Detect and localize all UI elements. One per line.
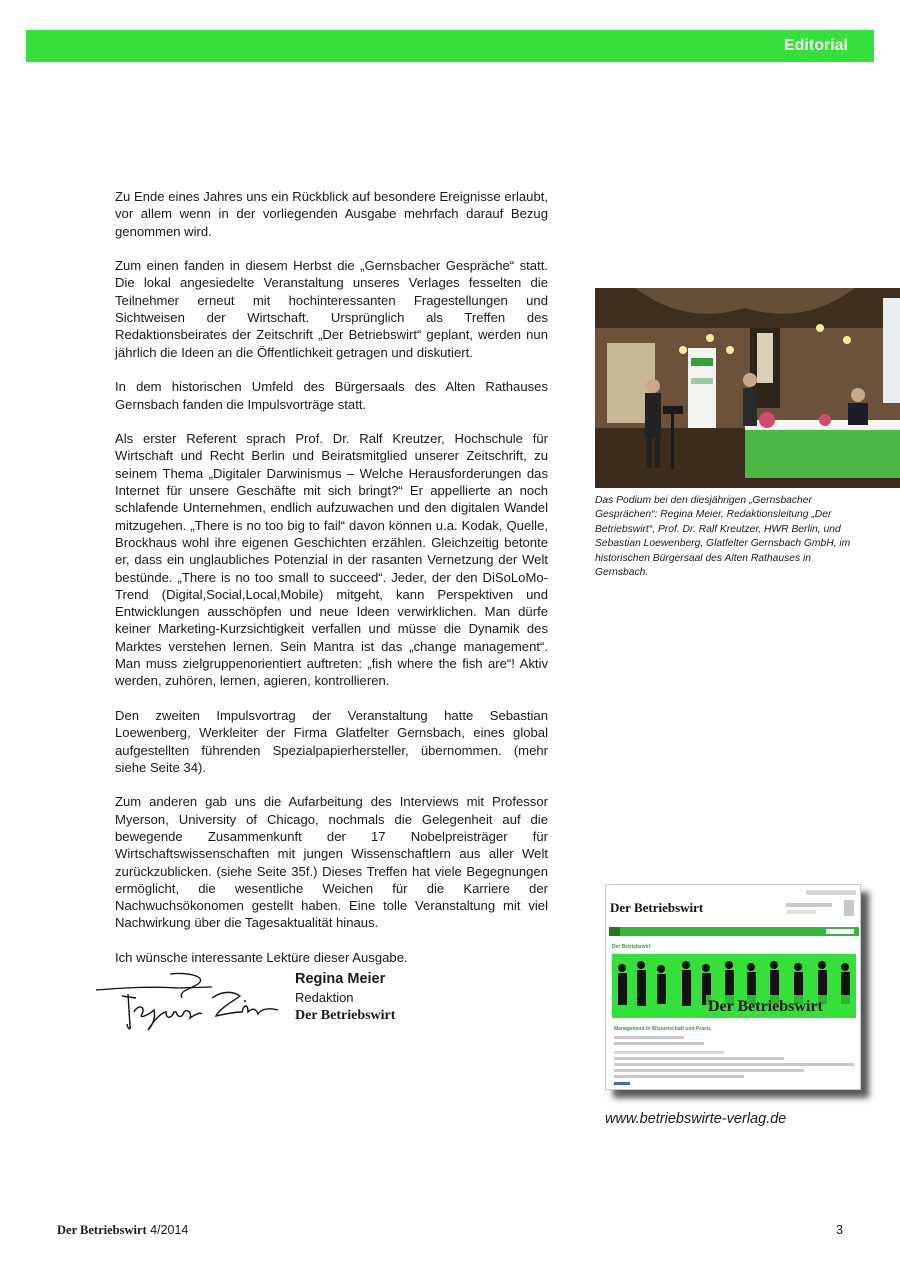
footer-issue xyxy=(57,1223,188,1238)
paragraph: Zum einen fanden in diesem Herbst die „Gernsbacher Gespräche“ statt. Die lokal angesiedelte Veranstaltung unseres Verlages fesselten die Teilnehmer erneut mit hochinteressanten Fragestellungen und Sichtweisen der Wirtschaft. Ursprünglich als Treffen des Redaktionsbeirates der Zeitschrift „Der Betriebswirt“ geplant, werden nun jährlich die Ideen an die Öffentlichkeit getragen und diskutiert. xyxy=(115,258,548,360)
paragraph: Zum anderen gab uns die Aufarbeitung des Interviews mit Professor Myerson, University of Chicago, nochmals die Gelegenheit auf die bewegende Zusammenkunft der 17 Nobelpreisträger für Wirtschaftswissenschaften mit jungen Wissenschaftlern aus aller Welt zurückzublicken. (siehe Seite 35f.) Dieses Treffen hat viele Begegnungen ermöglicht, die wesentliche Weichen für die Karriere der Nachwuchsökonomen gestellt haben. Eine tolle Veranstaltung mit viel Nachwirkung über die Tagesaktualität hinaus. xyxy=(115,794,548,931)
editor-role: Redaktion xyxy=(295,990,354,1005)
editor-name: Regina Meier xyxy=(295,971,386,987)
paragraph: Als erster Referent sprach Prof. Dr. Ralf Kreutzer, Hochschule für Wirtschaft und Recht Berlin und Beiratsmitglied unserer Zeitschrift, zu seinem Thema „Digitaler Darwinismus – Welche Herausforderungen das Internet für unsere Geschäfte mit sich bringt?“ Er appellierte an noch schlafende Unternehmen, endlich aufzuwachen und den digitalen Wandel mitzugehen. „There is no too big to fail“ davon können u.a. Kodak, Quelle, Brockhaus wohl ihre eigenen Geschichten erzählen. Gleichzeitig betonte er, dass ein unglaubliches Potenzial in der rasanten Vernetzung der Welt bestünde. „There is no too small to succeed“. Jeder, der den DiSoLoMo-Trend (Digital,Social,Local,Mobile) mitgeht, kann Perspektiven und Entwicklungen ausschöpfen und neue Ideen verwirklichen. Man dürfe keiner Marketing-Kurzsichtigkeit verfallen und müsse die Dynamik des Marktes verstehen lernen. Sein Mantra ist das „change management“. Man muss zielgruppenorientiert auftreten: „fish where the fish are“! Aktiv werden, zuhören, lernen, agieren, kontrollieren. xyxy=(115,431,548,689)
section-label: Editorial xyxy=(783,37,848,54)
banner-title: Der Betriebswirt xyxy=(708,998,823,1015)
paragraph: Zu Ende eines Jahres uns ein Rückblick auf besondere Ereignisse erlaubt, vor allem wenn in der vorliegenden Ausgabe mehrfach darauf Bezug genommen wird. xyxy=(115,189,548,239)
website-section-title: Management in Wissenschaft und Praxis xyxy=(614,1026,711,1032)
banner-heading: Der Betriebswirt xyxy=(612,944,651,950)
section-header-bar xyxy=(26,30,874,62)
website-logo: Der Betriebswirt xyxy=(610,900,704,915)
editorial-body xyxy=(115,188,548,984)
website-screenshot xyxy=(605,884,861,1090)
handwritten-signature xyxy=(92,968,282,1038)
photo-caption: Das Podium bei den diesjährigen „Gernsbacher Gesprächen“: Regina Meier, Redaktionsleitung „Der Betriebswirt“, Prof. Dr. Ralf Kreutzer, HWR Berlin, und Sebastian Loewenberg, Glatfelter Gernsbach GmbH, im historischen Bürgersaal des Alten Rathauses in Gernsbach. xyxy=(595,495,851,579)
paragraph: Den zweiten Impulsvortrag der Veranstaltung hatte Sebastian Loewenberg, Werkleiter der Firma Glatfelter Gernsbach, eines global aufgestellten führenden Spezialpapierhersteller, übernommen. (mehr siehe Seite 34). xyxy=(115,707,548,775)
website-url[interactable]: www.betriebswirte-verlag.de xyxy=(605,1111,787,1127)
paragraph: Ich wünsche interessante Lektüre dieser Ausgabe. xyxy=(115,950,408,966)
event-photo xyxy=(595,288,900,488)
signature-block xyxy=(92,968,552,1038)
footer-issue-number: 4/2014 xyxy=(150,1223,189,1237)
footer-magazine: Der Betriebswirt xyxy=(57,1223,147,1237)
magazine-name: Der Betriebswirt xyxy=(295,1008,396,1023)
page-number: 3 xyxy=(836,1223,843,1237)
paragraph: In dem historischen Umfeld des Bürgersaals des Alten Rathauses Gernsbach fanden die Impulsvorträge statt. xyxy=(115,379,548,412)
